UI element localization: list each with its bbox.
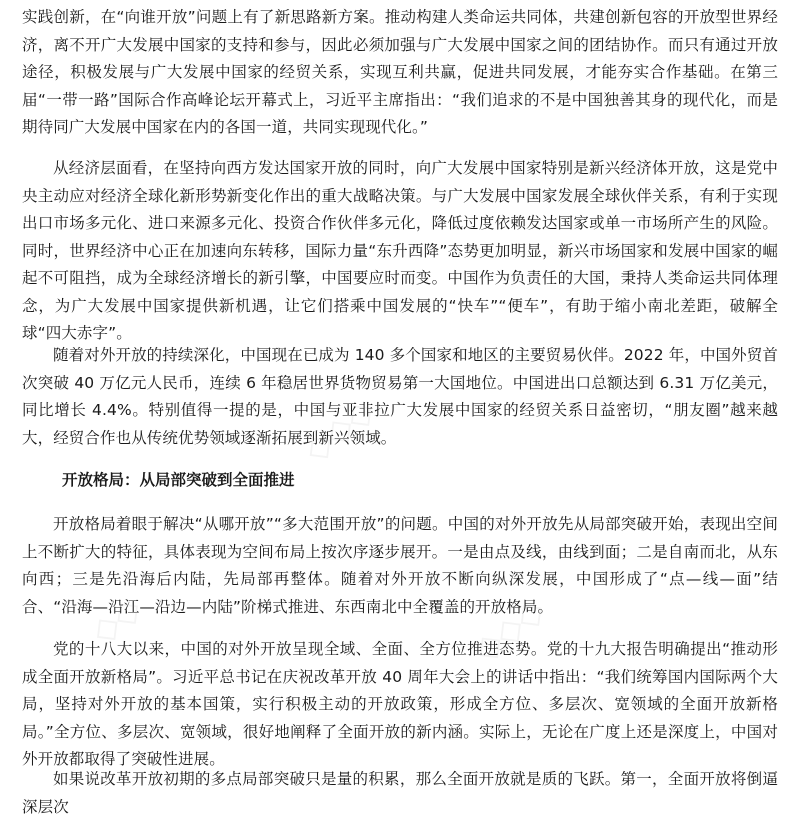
paragraph-3: 随着对外开放的持续深化，中国现在已成为 140 多个国家和地区的主要贸易伙伴。2022 年，中国外贸首次突破 40 万亿元人民币，连续 6 年稳居世界货物贸易第一大国地位。中国进出口总额达到 6.31 万亿美元，同比增长 4.4%。特别值得一提的是，中国与亚非拉广大发展中国家的经贸关系日益密切，“朋友圈”越来越大，经贸合作也从传统优势领域逐渐拓展到新兴领域。 [22,346,778,447]
section-heading: 开放格局：从局部突破到全面推进 [62,471,295,489]
paragraph-6: 如果说改革开放初期的多点局部突破只是量的积累，那么全面开放就是质的飞跃。第一，全面开放将倒逼深层次 [22,770,778,816]
paragraph-4: 开放格局着眼于解决“从哪开放”“多大范围开放”的问题。中国的对外开放先从局部突破开始，表现出空间上不断扩大的特征，具体表现为空间布局上按次序逐步展开。一是由点及线，由线到面；二是自南而北，从东向西；三是先沿海后内陆，先局部再整体。随着对外开放不断向纵深发展，中国形成了“点—线—面”结合、“沿海—沿江—沿边—内陆”阶梯式推进、东西南北中全覆盖的开放格局。 [22,515,778,616]
paragraph-2: 从经济层面看，在坚持向西方发达国家开放的同时，向广大发展中国家特别是新兴经济体开放，这是党中央主动应对经济全球化新形势新变化作出的重大战略决策。与广大发展中国家发展全球伙伴关系，有利于实现出口市场多元化、进口来源多元化、投资合作伙伴多元化，降低过度依赖发达国家或单一市场所产生的风险。同时，世界经济中心正在加速向东转移，国际力量“东升西降”态势更加明显，新兴市场国家和发展中国家的崛起不可阻挡，成为全球经济增长的新引擎，中国要应时而变。中国作为负责任的大国，秉持人类命运共同体理念，为广大发展中国家提供新机遇，让它们搭乘中国发展的“快车”“便车”，有助于缩小南北差距，破解全球“四大赤字”。 [22,159,778,342]
paragraph-1: 实践创新，在“向谁开放”问题上有了新思路新方案。推动构建人类命运共同体，共建创新包容的开放型世界经济，离不开广大发展中国家的支持和参与，因此必须加强与广大发展中国家之间的团结协作。而只有通过开放途径，积极发展与广大发展中国家的经贸关系，实现互利共赢，促进共同发展，才能夯实合作基础。在第三届“一带一路”国际合作高峰论坛开幕式上，习近平主席指出：“我们追求的不是中国独善其身的现代化，而是期待同广大发展中国家在内的各国一道，共同实现现代化。” [22,8,778,136]
watermark-mark: ◇◇◇ [466,590,553,670]
watermark-mark: ◇◇ [83,588,150,652]
paragraph-5: 党的十八大以来，中国的对外开放呈现全域、全面、全方位推进态势。党的十九大报告明确提出“推动形成全面开放新格局”。习近平总书记在庆祝改革开放 40 周年大会上的讲话中指出：“我们统筹国内国际两个大局，坚持对外开放的基本国策，实行积极主动的开放政策，形成全方位、多层次、宽领域的全面开放新格局。”全方位、多层次、宽领域，很好地阐释了全面开放的新内涵。实际上，无论在广度上还是深度上，中国对外开放都取得了突破性进展。 [22,640,778,768]
watermark-mark: ◇◇◇ [296,390,383,470]
